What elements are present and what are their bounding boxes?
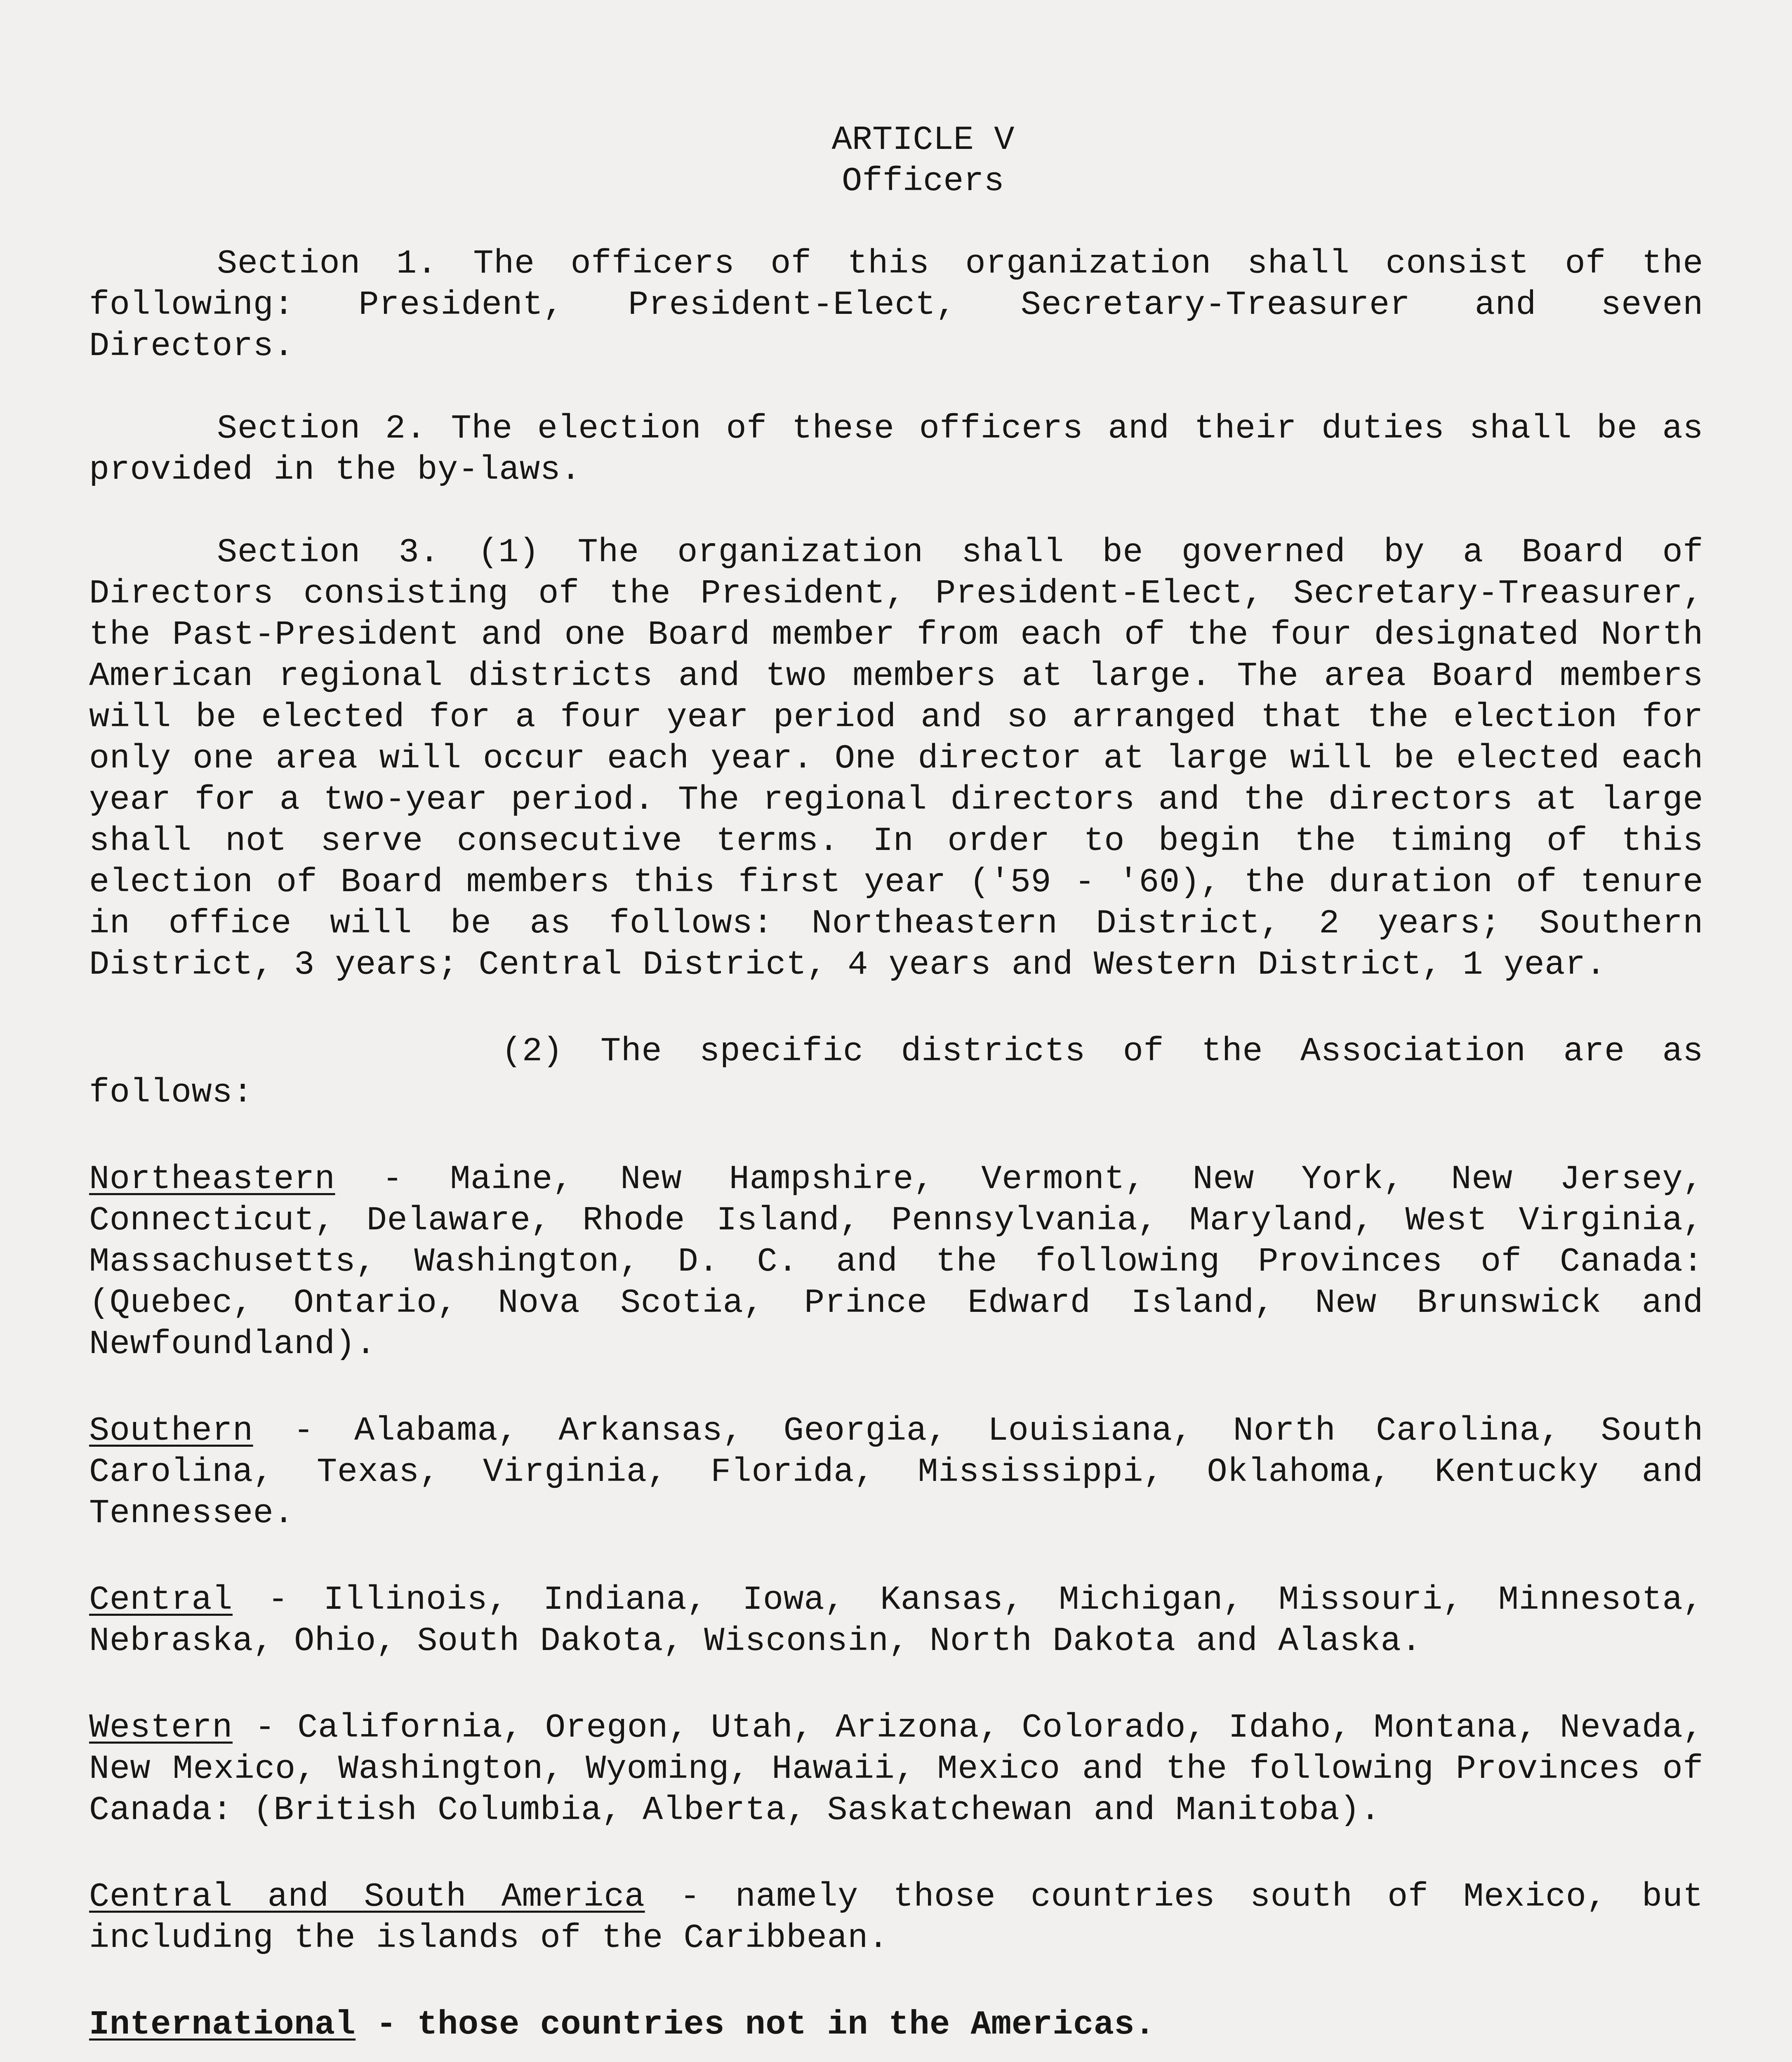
district-southern-name: Southern: [89, 1412, 253, 1450]
section-1-label: Section 1.: [217, 245, 438, 283]
section-2-text: The election of these officers and their duties shall be as provided in the by-laws.: [89, 410, 1703, 489]
district-central-south-america-text: - namely those countries south of Mexico, but including the islands of the Caribbean.: [89, 1878, 1703, 1957]
district-central-south-america: [89, 1876, 1703, 1959]
district-northeastern: [89, 1159, 1703, 1365]
section-3-part-1: [89, 532, 1703, 986]
district-central-south-america-name: Central and South America: [89, 1878, 645, 1916]
district-western-text: - California, Oregon, Utah, Arizona, Colorado, Idaho, Montana, Nevada, New Mexico, Washington, Wyoming, Hawaii, Mexico and the following Provinces of Canada: (British Columbia, Alberta, Saskatchewan and Manitoba).: [89, 1709, 1703, 1829]
section-3-sub1-text: The organization shall be governed by a Board of Directors consisting of the President, President-Elect, Secretary-Treasurer, the Past-President and one Board member from each of the four designated North American regional districts and two members at large. The area Board members will be elected for a four year period and so arranged that the election for only one area will occur each year. One director at large will be elected each year for a two-year period. The regional directors and the directors at large shall not serve consecutive terms. In order to begin the timing of this election of Board members this first year ('59 - '60), the duration of tenure in office will be as follows: Northeastern District, 2 years; Southern District, 3 years; Central District, 4 years and Western District, 1 year.: [89, 533, 1703, 984]
section-3-label: Section 3.: [217, 533, 440, 572]
section-3-part-2: [89, 1031, 1703, 1113]
document-body: [89, 120, 1703, 2046]
article-title: ARTICLE V: [831, 121, 1015, 159]
section-2-label: Section 2.: [217, 410, 426, 448]
district-western: [89, 1707, 1703, 1831]
section-2: [89, 408, 1703, 491]
article-subtitle: Officers: [842, 162, 1004, 200]
district-international-name: International: [89, 2006, 356, 2044]
section-3-sub2-label: (2): [502, 1032, 563, 1071]
district-northeastern-text: - Maine, New Hampshire, Vermont, New York, New Jersey, Connecticut, Delaware, Rhode Island, Pennsylvania, Maryland, West Virginia, Massachusetts, Washington, D. C. and the following Provinces of Canada: (Quebec, Ontario, Nova Scotia, Prince Edward Island, New Brunswick and Newfoundland).: [89, 1160, 1703, 1363]
district-international-text: - those countries not in the Americas.: [376, 2006, 1155, 2044]
district-central-name: Central: [89, 1581, 233, 1619]
section-3-sub2-text: The specific districts of the Association are as follows:: [89, 1032, 1703, 1112]
district-northeastern-name: Northeastern: [89, 1160, 335, 1198]
section-3-sub1-label: (1): [478, 533, 539, 572]
district-southern: [89, 1410, 1703, 1534]
district-western-name: Western: [89, 1709, 233, 1747]
section-1-text: The officers of this organization shall consist of the following: President, President-Elect, Secretary-Treasurer and seven Directors.: [89, 245, 1704, 365]
district-central-text: - Illinois, Indiana, Iowa, Kansas, Michigan, Missouri, Minnesota, Nebraska, Ohio, South Dakota, Wisconsin, North Dakota and Alaska.: [89, 1581, 1703, 1660]
district-southern-text: - Alabama, Arkansas, Georgia, Louisiana, North Carolina, South Carolina, Texas, Virginia, Florida, Mississippi, Oklahoma, Kentucky and Tennessee.: [89, 1412, 1703, 1532]
section-1: [89, 243, 1703, 367]
district-international: [89, 2004, 1703, 2046]
district-central: [89, 1579, 1703, 1662]
